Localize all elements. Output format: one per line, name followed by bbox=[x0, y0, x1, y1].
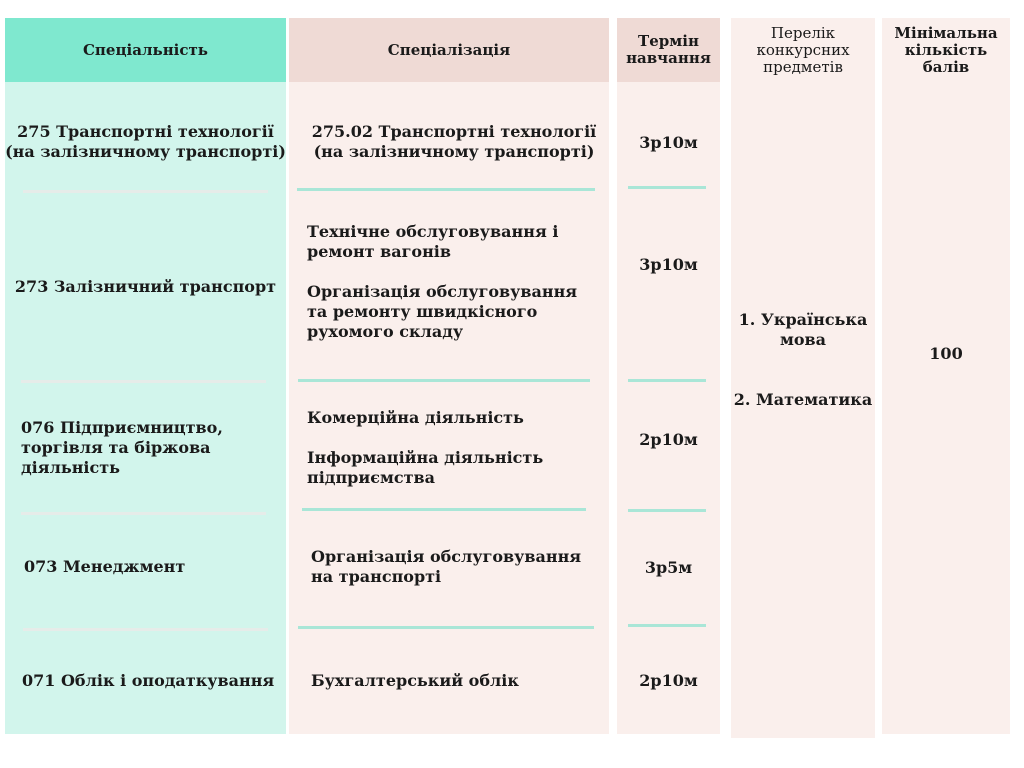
min-score-column-body bbox=[882, 82, 1010, 734]
subjects-header: Перелік конкурсних предметів bbox=[731, 18, 875, 82]
row-divider bbox=[628, 509, 706, 512]
specialization-cell: Комерційна діяльність bbox=[307, 408, 524, 427]
specialty-column-body bbox=[5, 82, 286, 734]
row-divider bbox=[297, 188, 595, 191]
subjects-column-body bbox=[731, 82, 875, 738]
specialty-cell-text: 076 Підприємництво, торгівля та біржова діяльність bbox=[21, 418, 223, 477]
specialization-header: Спеціалізація bbox=[289, 18, 609, 82]
term-cell: 3р10м bbox=[639, 133, 698, 152]
term-column-body bbox=[617, 82, 720, 734]
specialization-cell: 275.02 Транспортні технології (на залізничному транспорті) bbox=[311, 122, 597, 161]
term-cell: 3р10м bbox=[639, 255, 698, 274]
min-score-value: 100 bbox=[929, 344, 963, 363]
specialization-column bbox=[289, 18, 609, 734]
specialty-cell: 071 Облік і оподаткування bbox=[22, 671, 275, 690]
min-score-column bbox=[882, 18, 1010, 734]
term-cell: 2р10м bbox=[639, 430, 698, 449]
specialization-cell: Бухгалтерський облік bbox=[311, 671, 519, 690]
row-divider bbox=[21, 380, 266, 383]
term-column bbox=[617, 18, 720, 734]
row-divider bbox=[23, 628, 268, 631]
specialization-cell: Інформаційна діяльність підприємства bbox=[307, 448, 544, 487]
row-divider bbox=[628, 624, 706, 627]
specialty-column bbox=[5, 18, 286, 734]
specialty-cell: 073 Менеджмент bbox=[24, 557, 186, 576]
subjects-column bbox=[731, 18, 875, 738]
row-divider bbox=[21, 512, 266, 515]
min-score-header: Мінімальна кількість балів bbox=[882, 18, 1010, 82]
term-header: Термін навчання bbox=[617, 18, 720, 82]
specialty-cell bbox=[21, 418, 261, 478]
row-divider bbox=[302, 508, 586, 511]
specialization-cell: Організація обслуговування на транспорті bbox=[311, 547, 582, 586]
specialty-cell: 273 Залізничний транспорт bbox=[14, 277, 277, 296]
specialty-header: Спеціальність bbox=[5, 18, 286, 82]
row-divider bbox=[298, 379, 590, 382]
subject-item: 1. Українська мова bbox=[738, 310, 868, 349]
row-divider bbox=[298, 626, 594, 629]
term-cell: 2р10м bbox=[639, 671, 698, 690]
row-divider bbox=[23, 190, 268, 193]
specialty-cell: 275 Транспортні технології (на залізничному транспорті) bbox=[5, 122, 286, 161]
row-divider bbox=[628, 379, 706, 382]
subject-item: 2. Математика bbox=[733, 390, 873, 409]
term-cell: 3р5м bbox=[644, 558, 693, 577]
specialization-cell: Організація обслуговування та ремонту швидкісного рухомого складу bbox=[307, 282, 578, 341]
row-divider bbox=[628, 186, 706, 189]
specialization-cell: Технічне обслуговування і ремонт вагонів bbox=[307, 222, 559, 261]
